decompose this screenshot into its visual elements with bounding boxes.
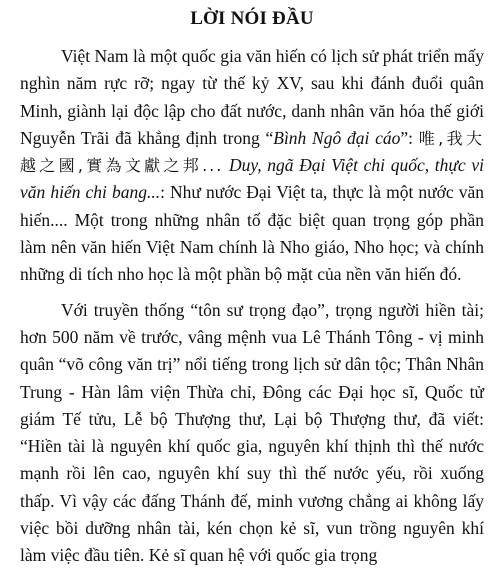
document-page — [20, 8, 484, 578]
transliteration-quote: Duy, ngã Đại Việt chi quốc, thực vi văn hiến chi bang... — [20, 155, 484, 203]
paragraph-tradition: Với truyền thống “tôn sư trọng đạo”, trọng người hiền tài; hơn 500 năm về trước, vâng mệnh vua Lê Thánh Tông - vị minh quân “võ công văn trị” nổi tiếng trong lịch sử dân tộc; Thân Nhân Trung - Hàn lâm viện Thừa chỉ, Đông các Đại học sĩ, Quốc tử giám Tế tửu, Lễ bộ Thượng thư, Lại bộ Thượng thư, đã viết: “Hiền tài là nguyên khí quốc gia, nguyên khí thịnh thì thế nước mạnh rồi lên cao, nguyên khí suy thì thế nước yếu, rồi xuống thấp. Vì vậy các đấng Thánh đế, minh vương chẳng ai không lấy việc bồi dưỡng nhân tài, kén chọn kẻ sĩ, vun trồng nguyên khí làm việc đầu tiên. Kẻ sĩ quan hệ với quốc gia trọng — [20, 299, 484, 566]
paragraph-intro — [20, 43, 484, 289]
paragraph-intro-text-c: ”: — [400, 127, 419, 148]
paragraph-intro-text-e: : Như nước Đại Việt ta, thực là một nước văn hiến.... Một trong những nhân tố đặc biệt quan trọng góp phần làm nên văn hiến Việt Nam chính là Nho giáo, Nho học; và chính những di tích nho học là một phần bộ mặt của nền văn hiến đó. — [20, 182, 484, 285]
han-nom-quote: 唯,我大越之國,實為文獻之邦... — [20, 128, 484, 176]
work-title-binh-ngo-dai-cao: Bình Ngô đại cáo — [273, 127, 401, 148]
page-title: LỜI NÓI ĐẦU — [190, 8, 314, 29]
paragraph-intro-text-a: Việt Nam là một quốc gia văn hiến có lịch sử phát triển mấy nghìn năm rực rỡ; ngay từ thế kỷ XV, sau khi đánh đuổi quân Minh, giành lại độc lập cho đất nước, danh nhân văn hóa thế giới Nguyễn Trãi đã khẳng định trong “ — [20, 46, 484, 148]
